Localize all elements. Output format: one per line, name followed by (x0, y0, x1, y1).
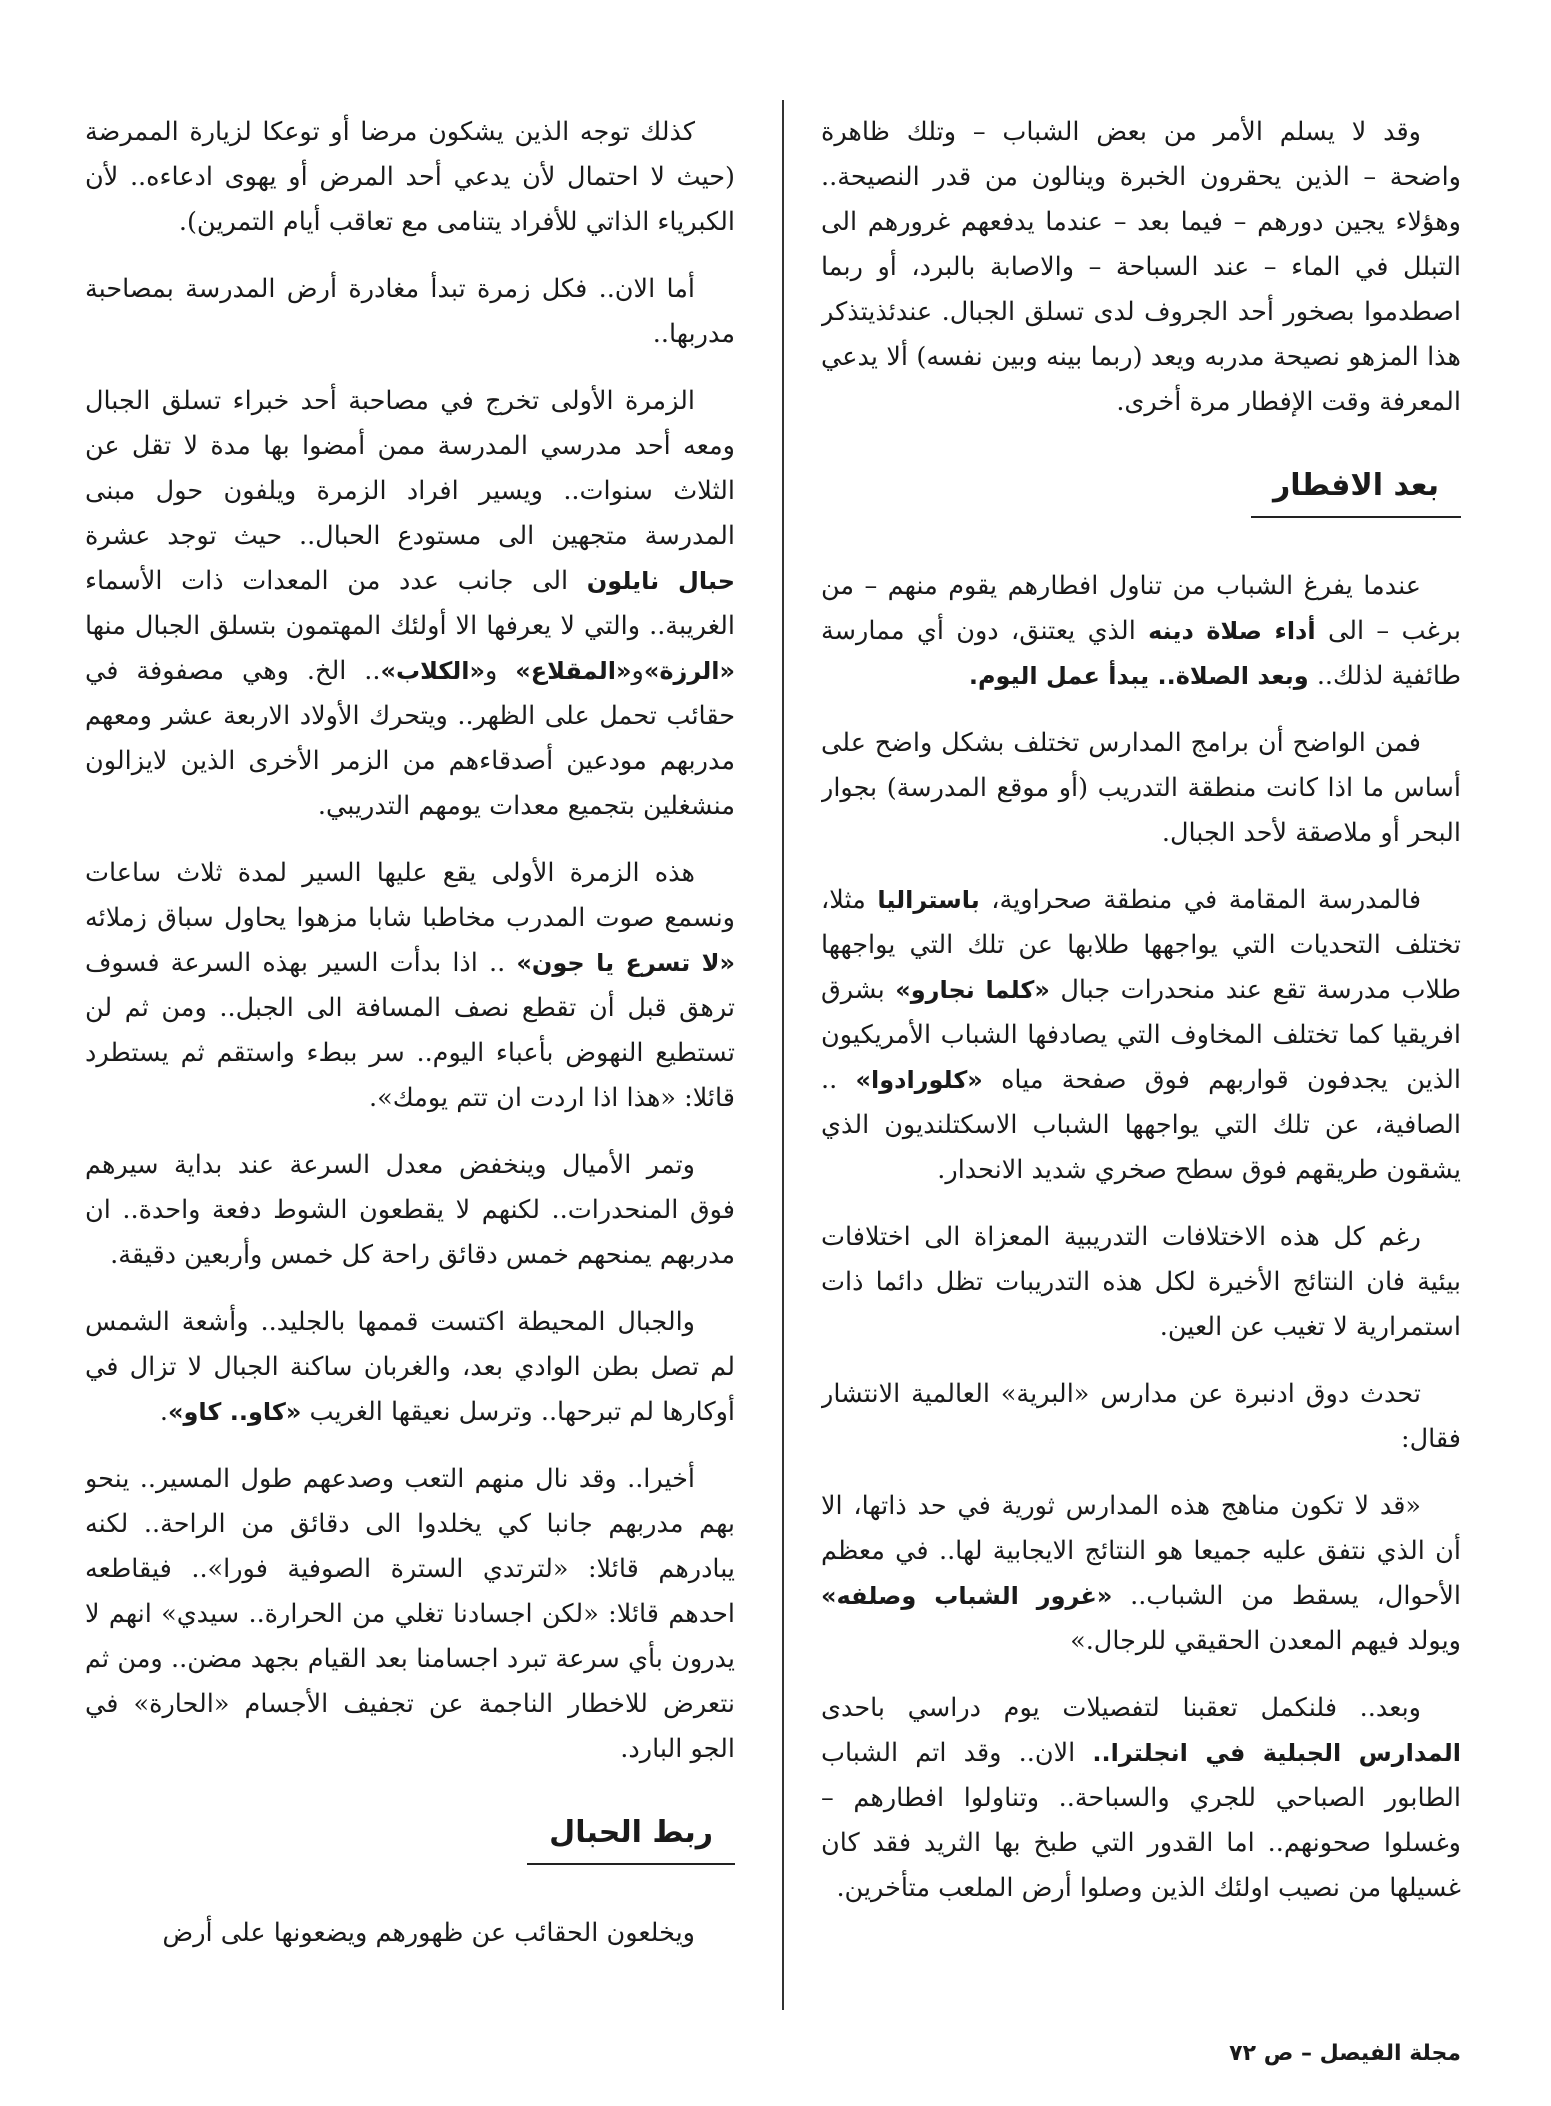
section-heading-tying-ropes: ربط الحبال (527, 1810, 735, 1865)
paragraph (821, 878, 1461, 1193)
paragraph (821, 1484, 1461, 1664)
bold-text: أداء صلاة دينه (1148, 617, 1316, 645)
text-run: و (631, 656, 644, 686)
text-run: .. الخ. وهي مصفوفة في حقائب تحمل على الظهر.. ويتحرك الأولاد الاربعة عشر ومعهم مدربهم مودعين أصدقاءهم من الزمر الأخرى الذين لايزالون منشغلين بتجميع معدات يومهم التدريبي. (85, 656, 735, 821)
text-run: «قد لا تكون مناهج هذه المدارس ثورية في حد ذاتها، الا أن الذي نتفق عليه جميعا هو النتائج الايجابية لها.. في معظم الأحوال، يسقط من الشباب.. (821, 1491, 1461, 1611)
paragraph (85, 1300, 735, 1435)
text-run: وبعد.. فلنكمل تعقبنا لتفصيلات يوم دراسي باحدى (821, 1693, 1421, 1723)
paragraph: فمن الواضح أن برامج المدارس تختلف بشكل واضح على أساس ما اذا كانت منطقة التدريب (أو موقع المدرسة) بجوار البحر أو ملاصقة لأحد الجبال. (821, 728, 1461, 848)
paragraph: كذلك توجه الذين يشكون مرضا أو توعكا لزيارة الممرضة (حيث لا احتمال لأن يدعي أحد المرض أو يهوى ادعاءه.. لأن الكبرياء الذاتي للأفراد يتنامى مع تعاقب أيام التمرين). (85, 117, 735, 237)
page-footer: مجلة الفيصل – ص ٧٢ (1229, 2041, 1461, 2066)
text-run: .. اذا بدأت السير بهذه السرعة فسوف ترهق قبل أن تقطع نصف المسافة الى الجبل.. ومن ثم لن تستطيع النهوض بأعباء اليوم.. سر ببطء واستقم ثم يستطرد قائلا: «هذا اذا اردت ان تتم يومك». (85, 948, 735, 1113)
bold-text: «الرزة» (643, 657, 735, 685)
paragraph (85, 851, 735, 1121)
text-run: .. الصافية، عن تلك التي يواجهها الشباب الاسكتلنديون الذي يشقون طريقهم فوق سطح صخري شديد الانحدار. (821, 1065, 1461, 1185)
bold-text: «كلورادوا» (855, 1066, 983, 1094)
section-heading-after-breakfast: بعد الافطار (1251, 463, 1461, 518)
bold-text: «كاو.. كاو» (168, 1398, 302, 1426)
bold-text: «غرور الشباب وصلفه» (821, 1582, 1113, 1610)
text-run: الذي يعتنق، دون أي ممارسة طائفية لذلك.. (821, 616, 1461, 691)
text-run: مثلا، تختلف التحديات التي يواجهها طلابها عن تلك التي يواجهها طلاب مدرسة تقع عند منحدرات جبال (821, 885, 1461, 1005)
left-column (85, 110, 735, 2000)
text-run: الى جانب عدد من المعدات ذات الأسماء الغريبة.. والتي لا يعرفها الا أولئك المهتمون بتسلق الجبال منها (85, 566, 735, 641)
section-heading-wrapper (85, 1810, 735, 1865)
section-heading-wrapper (821, 463, 1461, 518)
paragraph: وقد لا يسلم الأمر من بعض الشباب – وتلك ظاهرة واضحة – الذين يحقرون الخبرة وينالون من قدر النصيحة.. وهؤلاء يجين دورهم – فيما بعد – عندما يدفعهم غرورهم الى التبلل في الماء – عند السباحة – والاصابة بالبرد، أو ربما اصطدموا بصخور أحد الجروف لدى تسلق الجبال. عندئذيتذكر هذا المزهو نصيحة مدربه ويعد (ربما بينه وبين نفسه) ألا يدعي المعرفة وقت الإفطار مرة أخرى. (821, 117, 1461, 417)
text-run: هذه الزمرة الأولى يقع عليها السير لمدة ثلاث ساعات ونسمع صوت المدرب مخاطبا شابا مزهوا يحاول سباق زملائه (85, 858, 735, 933)
bold-text: وبعد الصلاة.. يبدأ عمل اليوم. (968, 662, 1309, 690)
paragraph (821, 564, 1461, 699)
text-run: عندما يفرغ الشباب من تناول افطارهم يقوم منهم – من برغب – الى (821, 571, 1461, 646)
bold-text: حبال نايلون (586, 567, 735, 595)
text-run: و (485, 656, 498, 686)
bold-text: المدارس الجبلية في انجلترا.. (1092, 1739, 1461, 1767)
text-run: الان.. وقد اتم الشباب الطابور الصباحي للجري والسباحة.. وتناولوا افطارهم – وغسلوا صحونهم.. اما القدور التي طبخ بها الثريد فقد كان غسيلها من نصيب اولئك الذين وصلوا أرض الملعب متأخرين. (821, 1738, 1461, 1903)
text-run: ويولد فيهم المعدن الحقيقي للرجال.» (1070, 1626, 1461, 1656)
paragraph (85, 379, 735, 829)
bold-text: «المقلاع» (515, 657, 632, 685)
paragraph (821, 1686, 1461, 1911)
column-divider (782, 100, 784, 2010)
right-column (821, 110, 1461, 2000)
paragraph: تحدث دوق ادنبرة عن مدارس «البرية» العالمية الانتشار فقال: (821, 1379, 1461, 1454)
bold-text: «لا تسرع يا جون» (516, 949, 735, 977)
paragraph: أما الان.. فكل زمرة تبدأ مغادرة أرض المدرسة بمصاحبة مدربها.. (85, 274, 735, 349)
paragraph: أخيرا.. وقد نال منهم التعب وصدعهم طول المسير.. ينحو بهم مدربهم جانبا كي يخلدوا الى دقائق من الراحة.. لكنه يبادرهم قائلا: «لترتدي السترة الصوفية فورا».. فيقاطعه احدهم قائلا: «لكن اجسادنا تغلي من الحرارة.. سيدي» انهم لا يدرون بأي سرعة تبرد اجسامنا بعد القيام بجهد مضن.. ومن ثم نتعرض للاخطار الناجمة عن تجفيف الأجسام «الحارة» في الجو البارد. (85, 1464, 735, 1764)
paragraph: رغم كل هذه الاختلافات التدريبية المعزاة الى اختلافات بيئية فان النتائج الأخيرة لكل هذه التدريبات تظل دائما ذات استمرارية لا تغيب عن العين. (821, 1222, 1461, 1342)
paragraph: وتمر الأميال وينخفض معدل السرعة عند بداية سيرهم فوق المنحدرات.. لكنهم لا يقطعون الشوط دفعة واحدة.. ان مدربهم يمنحهم خمس دقائق راحة كل خمس وأربعين دقيقة. (85, 1150, 735, 1270)
text-run: . (159, 1397, 168, 1427)
bold-text: باستراليا (877, 886, 980, 914)
text-run: والجبال المحيطة اكتست قممها بالجليد.. وأشعة الشمس لم تصل بطن الوادي بعد، والغربان ساكنة الجبال لا تزال في أوكارها لم تبرحها.. وترسل نعيقها الغريب (85, 1307, 735, 1427)
bold-text: «الكلاب» (380, 657, 486, 685)
bold-text: «كلما نجارو» (895, 976, 1050, 1004)
text-run: الزمرة الأولى تخرج في مصاحبة أحد خبراء تسلق الجبال ومعه أحد مدرسي المدرسة ممن أمضوا بها مدة لا تقل عن الثلاث سنوات.. ويسير افراد الزمرة ويلفون حول مبنى المدرسة متجهين الى مستودع الحبال.. حيث توجد عشرة (85, 386, 735, 551)
paragraph: ويخلعون الحقائب عن ظهورهم ويضعونها على أرض (162, 1918, 695, 1948)
text-run: فالمدرسة المقامة في منطقة صحراوية، (991, 885, 1422, 915)
text-run: بشرق افريقيا كما تختلف المخاوف التي يصادفها الشباب الأمريكيون الذين يجدفون قواربهم فوق صفحة مياه (821, 975, 1461, 1095)
